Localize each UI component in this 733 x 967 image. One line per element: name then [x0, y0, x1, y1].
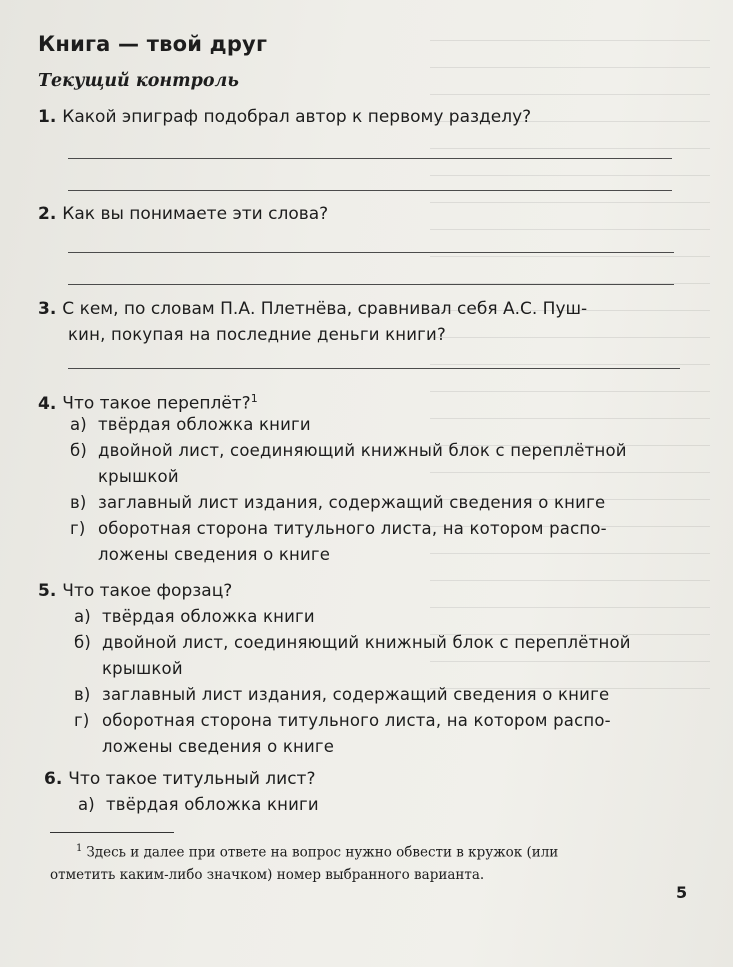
option-g-continued: ложены сведения о книге — [102, 737, 335, 756]
question-number: 6. — [44, 769, 63, 789]
answer-line[interactable] — [68, 252, 674, 253]
option-v[interactable]: в) заглавный лист издания, содержащий сведения о книге — [74, 685, 610, 704]
section-subtitle: Текущий контроль — [38, 71, 239, 91]
footnote — [50, 838, 700, 886]
question-number: 1. — [38, 107, 57, 127]
footnote-line-1: Здесь и далее при ответе на вопрос нужно обвести в кружок (или — [86, 844, 559, 861]
page-number: 5 — [676, 883, 688, 902]
footnote-divider — [50, 832, 174, 833]
footnote-mark: 1 — [76, 843, 83, 854]
option-g-continued: ложены сведения о книге — [98, 545, 331, 564]
option-b[interactable]: б) двойной лист, соединяющий книжный блок с переплётной — [70, 441, 627, 460]
question-text-line-2: кин, покупая на последние деньги книги? — [68, 325, 446, 344]
option-a[interactable]: а) твёрдая обложка книги — [74, 607, 315, 626]
option-g[interactable]: г) оборотная сторона титульного листа, на котором распо- — [74, 711, 611, 730]
answer-line[interactable] — [68, 284, 674, 285]
question-text-line-1: С кем, по словам П.А. Плетнёва, сравнивал себя А.С. Пуш- — [62, 299, 588, 319]
answer-line[interactable] — [68, 190, 672, 191]
question-1 — [38, 104, 531, 130]
question-text: Что такое титульный лист? — [68, 769, 316, 789]
question-2 — [38, 201, 328, 227]
question-text: Как вы понимаете эти слова? — [62, 204, 329, 224]
question-text: Что такое переплёт? — [62, 393, 251, 414]
question-number: 5. — [38, 581, 57, 601]
question-number: 2. — [38, 204, 57, 224]
option-b-continued: крышкой — [98, 467, 179, 486]
footnote-reference: 1 — [250, 392, 258, 405]
option-a[interactable]: а) твёрдая обложка книги — [78, 795, 319, 814]
footnote-line-2: отметить каким-либо значком) номер выбранного варианта. — [50, 866, 485, 883]
option-b-continued: крышкой — [102, 659, 183, 678]
question-3 — [38, 296, 587, 322]
question-5 — [38, 578, 232, 604]
option-v[interactable]: в) заглавный лист издания, содержащий сведения о книге — [70, 493, 606, 512]
question-text: Что такое форзац? — [62, 581, 233, 601]
option-a[interactable]: а) твёрдая обложка книги — [70, 415, 311, 434]
page-title: Книга — твой друг — [38, 32, 268, 56]
option-b[interactable]: б) двойной лист, соединяющий книжный блок с переплётной — [74, 633, 631, 652]
answer-line[interactable] — [68, 158, 672, 159]
option-g[interactable]: г) оборотная сторона титульного листа, на котором распо- — [70, 519, 607, 538]
question-text: Какой эпиграф подобрал автор к первому разделу? — [62, 107, 532, 127]
question-6 — [44, 766, 316, 792]
question-number: 3. — [38, 299, 57, 319]
question-number: 4. — [38, 393, 57, 414]
answer-line[interactable] — [68, 368, 680, 369]
